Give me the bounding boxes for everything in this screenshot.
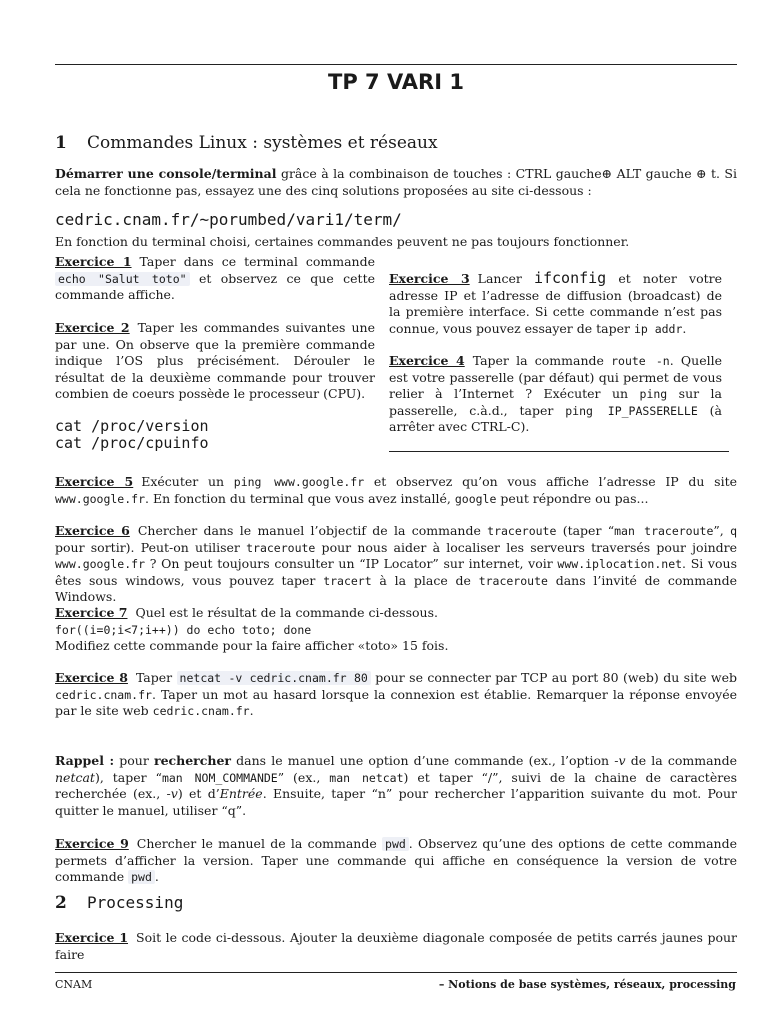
exercise-3: Exercice 3 Lancer ifconfig et noter votre adresse IP et l’adresse de diffusion (broadcast) de la première interface. Si cette commande n’est pas connue, vous pouvez essayer de taper ip addr.	[389, 269, 722, 336]
exercise-2-code: cat /proc/version cat /proc/cpuinfo	[55, 417, 209, 452]
terminal-url: cedric.cnam.fr/~porumbed/vari1/term/	[55, 210, 402, 229]
column-rule	[389, 451, 729, 452]
exercise-5: Exercice 5 Exécuter un ping www.google.fr et observez qu’on vous affiche l’adresse IP du site www.google.fr. En fonction du terminal que vous avez installé, google peut répondre ou pas...	[55, 474, 738, 506]
section-2-title: Processing	[87, 893, 184, 912]
footer-right: – Notions de base systèmes, réseaux, processing	[438, 978, 736, 991]
exercise-6: Exercice 6 Chercher dans le manuel l’objectif de la commande traceroute (taper “man traceroute”, q pour sortir). Peut-on utiliser traceroute pour nous aider à localiser les serveurs traversés pour joindre www.google.fr ? On peut toujours consulter un “IP Locator” sur internet, voir www.iplocation.net. Si vous êtes sous windows, vous pouvez taper tracert à la place de traceroute dans l’invité de commande Windows.	[55, 523, 738, 604]
rappel-note: Rappel : pour rechercher dans le manuel une option d’une commande (ex., l’option -v de la commande netcat), taper “man NOM_COMMANDE” (ex., man netcat) et taper “/”, suivi de la chaine de caractères recherchée (ex., -v) et d’Entrée. Ensuite, taper “n” pour rechercher l’apparition suivante du mot. Pour quitter le manuel, utiliser “q”.	[55, 753, 738, 818]
section-2-heading: 2 Processing	[55, 893, 184, 913]
section-1-title: Commandes Linux : systèmes et réseaux	[87, 133, 438, 153]
exercise-2: Exercice 2 Taper les commandes suivantes une par une. On observe que la première commande indique l’OS plus précisément. Dérouler le résultat de la deuxième commande pour trouver combien de coeurs possède le processeur (CPU).	[55, 320, 375, 401]
exercise-8: Exercice 8 Taper netcat -v cedric.cnam.fr 80 pour se connecter par TCP au port 80 (web) du site web cedric.cnam.fr. Taper un mot au hasard lorsque la connexion est établie. Remarquer la réponse envoyée par le site web cedric.cnam.fr.	[55, 670, 738, 718]
exercise-1: Exercice 1 Taper dans ce terminal commande echo "Salut toto" et observez ce que cette commande affiche.	[55, 254, 375, 302]
page-title: TP 7 VARI 1	[328, 70, 464, 94]
exercise-4: Exercice 4 Taper la commande route -n. Quelle est votre passerelle (par défaut) qui permet de vous relier à l’Internet ? Exécuter un ping sur la passerelle, c.à.d., taper ping IP_PASSERELLE (à arrêter avec CTRL-C).	[389, 353, 722, 434]
section-1-heading: 1 Commandes Linux : systèmes et réseaux	[55, 133, 438, 153]
intro-paragraph: Démarrer une console/terminal grâce à la combinaison de touches : CTRL gauche⊕ ALT gauche ⊕ t. Si cela ne fonctionne pas, essayez une des cinq solutions proposées au site ci-dessous :	[55, 166, 737, 198]
terminal-note: En fonction du terminal choisi, certaines commandes peuvent ne pas toujours fonctionner.	[55, 234, 630, 249]
footer-left: CNAM	[55, 978, 93, 991]
exercise-10: Exercice 1 Soit le code ci-dessous. Ajouter la deuxième diagonale composée de petits carrés jaunes pour faire	[55, 930, 737, 962]
top-rule	[55, 64, 737, 65]
exercise-9: Exercice 9 Chercher le manuel de la commande pwd . Observez qu’une des options de cette commande permets d’afficher la version. Taper une commande qui affiche en conséquence la version de votre commande pwd .	[55, 836, 737, 884]
exercise-7-code: for((i=0;i<7;i++)) do echo toto; done	[55, 622, 312, 637]
exercise-7: Exercice 7 Quel est le résultat de la commande ci-dessous. for((i=0;i<7;i++)) do echo toto; done Modifiez cette commande pour la faire afficher «toto» 15 fois.	[55, 605, 449, 653]
footer-rule	[55, 972, 737, 973]
